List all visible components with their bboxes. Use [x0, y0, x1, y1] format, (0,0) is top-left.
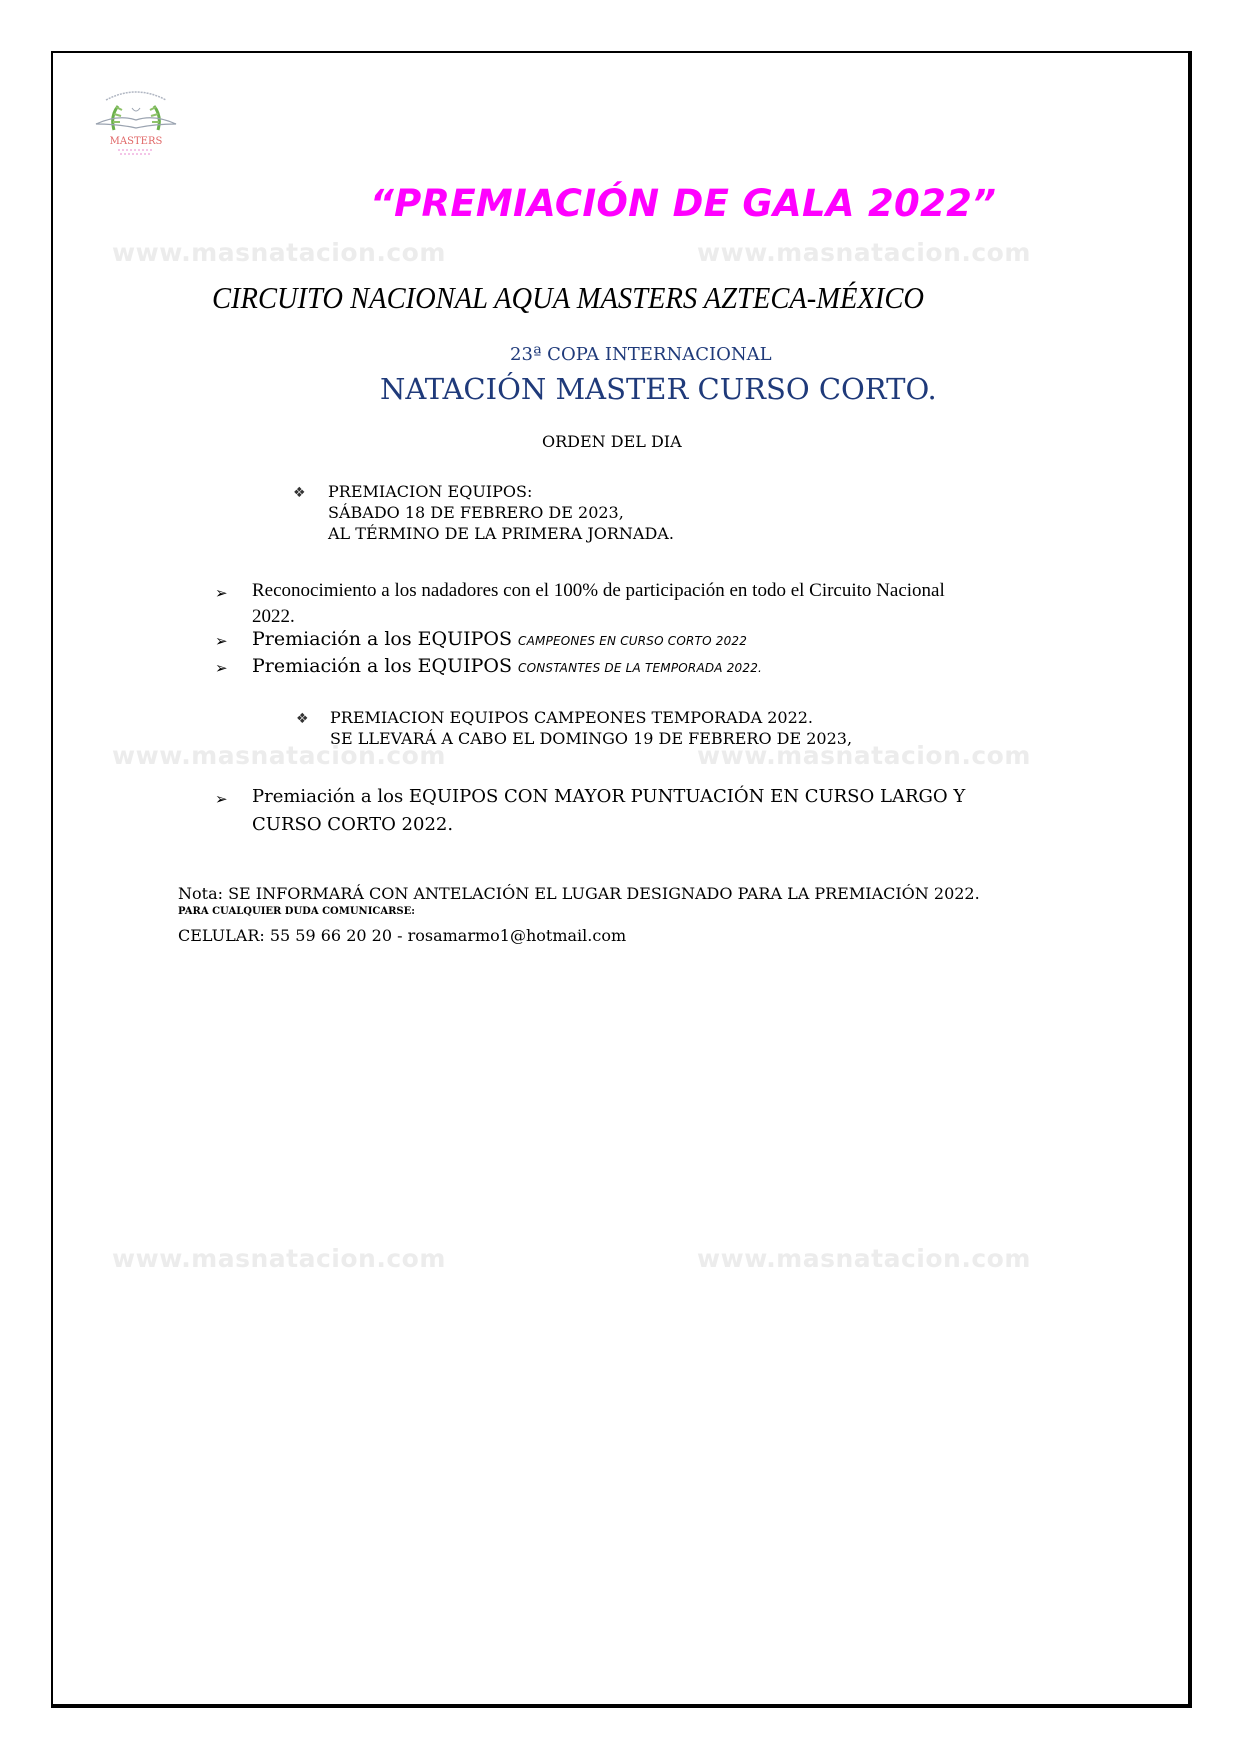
agenda-heading: ORDEN DEL DIA — [542, 432, 682, 451]
list-item: Premiación a los EQUIPOS CON MAYOR PUNTUACIÓN EN CURSO LARGO Y CURSO CORTO 2022. — [252, 786, 966, 835]
list-item: Premiación a los EQUIPOS CAMPEONES EN CURSO CORTO 2022 — [252, 628, 748, 650]
section1-block — [328, 481, 674, 544]
arrow-bullet-icon: ➢ — [215, 659, 228, 677]
contact-label: PARA CUALQUIER DUDA COMUNICARSE: — [178, 906, 415, 917]
svg-text:MASTERS: MASTERS — [109, 136, 163, 147]
event-title: NATACIÓN MASTER CURSO CORTO. — [380, 372, 937, 406]
watermark: www.masnatacion.com — [112, 741, 446, 770]
diamond-bullet-icon: ❖ — [296, 711, 309, 727]
note-text: Nota: SE INFORMARÁ CON ANTELACIÓN EL LUGAR DESIGNADO PARA LA PREMIACIÓN 2022. — [178, 884, 980, 903]
watermark: www.masnatacion.com — [112, 238, 446, 267]
watermark: www.masnatacion.com — [112, 1244, 446, 1273]
copa-subtitle: 23ª COPA INTERNACIONAL — [510, 344, 772, 365]
watermark: www.masnatacion.com — [697, 238, 1031, 267]
laurel-emblem-icon — [88, 80, 184, 160]
arrow-bullet-icon: ➢ — [215, 584, 228, 602]
page-title: “PREMIACIÓN DE GALA 2022” — [370, 182, 997, 225]
section2-line: PREMIACION EQUIPOS CAMPEONES TEMPORADA 2022. — [330, 708, 814, 727]
circuit-title: CIRCUITO NACIONAL AQUA MASTERS AZTECA-MÉXICO — [212, 280, 924, 315]
list-item: Premiación a los EQUIPOS CONSTANTES DE LA TEMPORADA 2022. — [252, 655, 763, 677]
arrow-bullet-icon: ➢ — [215, 632, 228, 650]
watermark: www.masnatacion.com — [697, 741, 1031, 770]
section2-block — [330, 707, 852, 749]
section1-line: AL TÉRMINO DE LA PRIMERA JORNADA. — [328, 524, 674, 543]
masters-logo — [88, 80, 184, 160]
list-item: Reconocimiento a los nadadores con el 100% de participación en todo el Circuito Nacional 2022. — [252, 580, 945, 627]
watermark: www.masnatacion.com — [697, 1244, 1031, 1273]
section1-line: SÁBADO 18 DE FEBRERO DE 2023, — [328, 503, 624, 522]
contact-info: CELULAR: 55 59 66 20 20 - rosamarmo1@hotmail.com — [178, 926, 627, 945]
arrow-bullet-icon: ➢ — [215, 790, 228, 808]
section1-line: PREMIACION EQUIPOS: — [328, 482, 533, 501]
diamond-bullet-icon: ❖ — [293, 485, 306, 501]
section2-line: SE LLEVARÁ A CABO EL DOMINGO 19 DE FEBRERO DE 2023, — [330, 729, 853, 748]
